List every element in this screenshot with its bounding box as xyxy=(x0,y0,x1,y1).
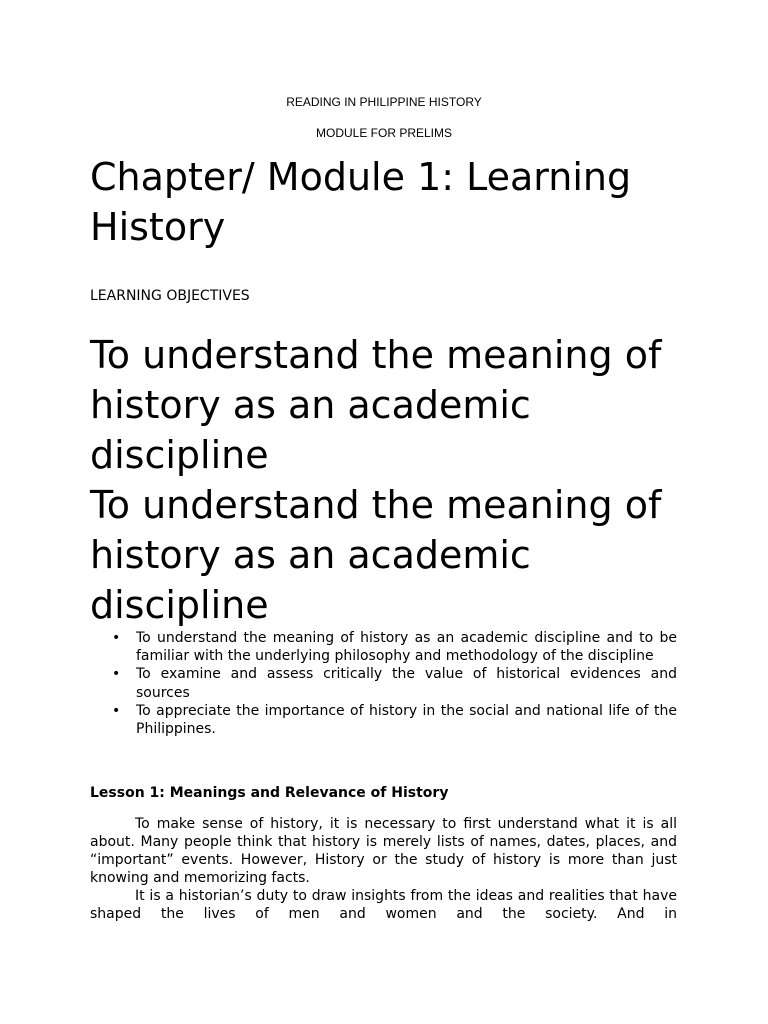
bullet-icon: • xyxy=(112,630,121,646)
module-subtitle-header: MODULE FOR PRELIMS xyxy=(315,126,453,140)
objective-item xyxy=(90,629,677,665)
objective-text: To examine and assess critically the value of historical evidences and sources xyxy=(136,666,677,701)
bullet-icon: • xyxy=(112,666,121,683)
objectives-list xyxy=(90,629,677,738)
body-paragraph: It is a historian’s duty to draw insights from the ideas and realities that have shaped the lives of men and women and the society. And in xyxy=(90,888,677,922)
objective-item xyxy=(90,702,677,738)
objective-item xyxy=(90,665,677,701)
objective-text: To understand the meaning of history as an academic discipline and to be familiar with the underlying philosophy and methodology of the discipline xyxy=(136,630,677,665)
large-objective-text: To understand the meaning of history as an academic discipline xyxy=(90,483,662,627)
bullet-icon: • xyxy=(112,702,121,719)
chapter-title: Chapter/ Module 1: Learning History xyxy=(90,155,632,249)
body-paragraph: To make sense of history, it is necessary to first understand what it is all about. Many people think that history is merely lists of names, dates, places, and “important” events. However, History or the study of history is more than just knowing and memorizing facts. xyxy=(90,816,677,886)
learning-objectives-label: LEARNING OBJECTIVES xyxy=(90,288,250,304)
course-title-header: READING IN PHILIPPINE HISTORY xyxy=(286,95,482,109)
lesson-heading: Lesson 1: Meanings and Relevance of History xyxy=(90,785,449,801)
lesson-body xyxy=(90,815,677,923)
large-objective-text: To understand the meaning of history as an academic discipline xyxy=(90,333,662,477)
objective-text: To appreciate the importance of history in the social and national life of the Philippines. xyxy=(136,702,677,738)
